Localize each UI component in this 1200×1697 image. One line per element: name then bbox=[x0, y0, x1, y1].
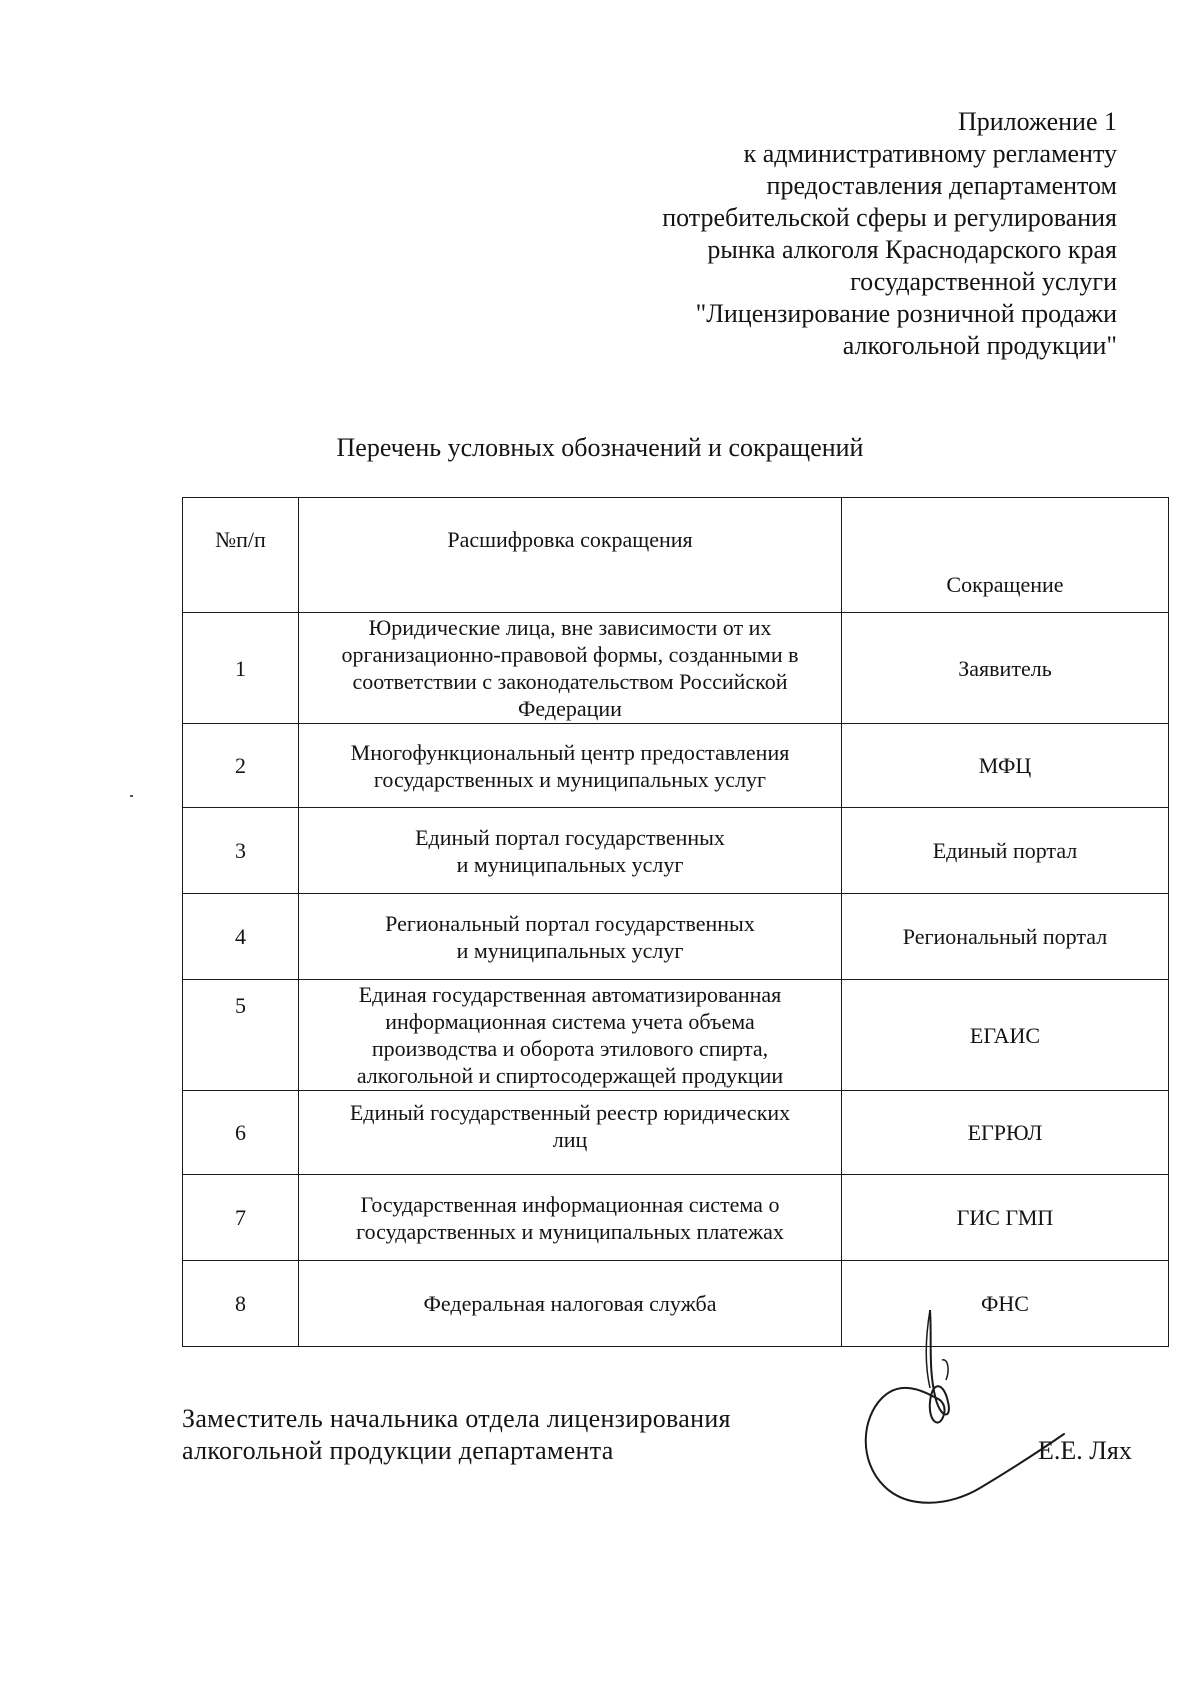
description-line: алкогольной и спиртосодержащей продукции bbox=[356, 1063, 784, 1088]
description-line: лиц bbox=[552, 1127, 588, 1152]
description-line: производства и оборота этилового спирта, bbox=[371, 1036, 769, 1061]
description-line: и муниципальных услуг bbox=[456, 937, 684, 963]
table-header-row bbox=[183, 498, 1169, 613]
row-description bbox=[299, 894, 842, 980]
row-description bbox=[299, 1175, 842, 1261]
row-abbreviation: ЕГАИС bbox=[842, 980, 1169, 1091]
row-number: 3 bbox=[183, 808, 299, 894]
appendix-line: государственной услуги bbox=[850, 267, 1117, 296]
appendix-line: предоставления департаментом bbox=[766, 171, 1117, 200]
table-row bbox=[183, 894, 1169, 980]
row-description bbox=[299, 980, 842, 1091]
description-line: Единый портал государственных bbox=[415, 824, 725, 850]
row-number: 8 bbox=[183, 1261, 299, 1347]
description-line: Единый государственный реестр юридических bbox=[349, 1100, 791, 1125]
description-line: и муниципальных услуг bbox=[456, 851, 684, 877]
header-number: №п/п bbox=[183, 498, 299, 613]
appendix-line: "Лицензирование розничной продажи bbox=[695, 299, 1117, 328]
header-description: Расшифровка сокращения bbox=[299, 498, 842, 613]
appendix-line: к административному регламенту bbox=[743, 139, 1117, 168]
description-line: Юридические лица, вне зависимости от их bbox=[368, 615, 772, 640]
row-number: 6 bbox=[183, 1091, 299, 1175]
header-abbreviation: Сокращение bbox=[842, 498, 1169, 613]
signatory-position bbox=[182, 1403, 731, 1467]
description-line: государственных и муниципальных услуг bbox=[373, 766, 767, 792]
row-number: 4 bbox=[183, 894, 299, 980]
table-row bbox=[183, 980, 1169, 1091]
row-description bbox=[299, 1091, 842, 1175]
scan-artifact bbox=[130, 795, 133, 797]
table-row bbox=[183, 808, 1169, 894]
handwritten-signature bbox=[860, 1310, 1100, 1530]
description-line: Региональный портал государственных bbox=[385, 910, 755, 936]
row-description bbox=[299, 1261, 842, 1347]
description-line: Единая государственная автоматизированная bbox=[358, 982, 782, 1007]
appendix-line: рынка алкоголя Краснодарского края bbox=[707, 235, 1117, 264]
row-number: 7 bbox=[183, 1175, 299, 1261]
description-line: соответствии с законодательством Российской bbox=[352, 669, 788, 694]
table-row bbox=[183, 1175, 1169, 1261]
row-abbreviation: ЕГРЮЛ bbox=[842, 1091, 1169, 1175]
table-row bbox=[183, 613, 1169, 724]
row-number: 2 bbox=[183, 724, 299, 808]
description-line: информационная система учета объема bbox=[385, 1009, 755, 1034]
row-number: 1 bbox=[183, 613, 299, 724]
signatory-name: Е.Е. Лях bbox=[1038, 1436, 1132, 1465]
appendix-line: алкогольной продукции" bbox=[842, 331, 1117, 360]
description-line: Федеральная налоговая служба bbox=[423, 1291, 717, 1316]
appendix-header bbox=[662, 106, 1117, 362]
row-abbreviation: Региональный портал bbox=[842, 894, 1169, 980]
row-number: 5 bbox=[183, 980, 299, 1091]
row-description bbox=[299, 808, 842, 894]
row-abbreviation: Заявитель bbox=[842, 613, 1169, 724]
row-description bbox=[299, 613, 842, 724]
description-line: организационно-правовой формы, созданными в bbox=[341, 642, 799, 667]
position-line: Заместитель начальника отдела лицензирования bbox=[182, 1404, 731, 1433]
row-description bbox=[299, 724, 842, 808]
document-title: Перечень условных обозначений и сокращений bbox=[336, 433, 864, 462]
position-line: алкогольной продукции департамента bbox=[182, 1436, 614, 1465]
row-abbreviation: ФНС bbox=[842, 1261, 1169, 1347]
row-abbreviation: ГИС ГМП bbox=[842, 1175, 1169, 1261]
description-line: Многофункциональный центр предоставления bbox=[350, 739, 790, 765]
table-row bbox=[183, 724, 1169, 808]
row-abbreviation: МФЦ bbox=[842, 724, 1169, 808]
description-line: государственных и муниципальных платежах bbox=[356, 1218, 784, 1244]
row-abbreviation: Единый портал bbox=[842, 808, 1169, 894]
description-line: Государственная информационная система о bbox=[360, 1191, 780, 1217]
abbreviations-table bbox=[182, 497, 1169, 1347]
description-line: Федерации bbox=[518, 696, 622, 721]
table-row bbox=[183, 1091, 1169, 1175]
appendix-line: потребительской сферы и регулирования bbox=[662, 203, 1117, 232]
appendix-line: Приложение 1 bbox=[957, 107, 1117, 136]
